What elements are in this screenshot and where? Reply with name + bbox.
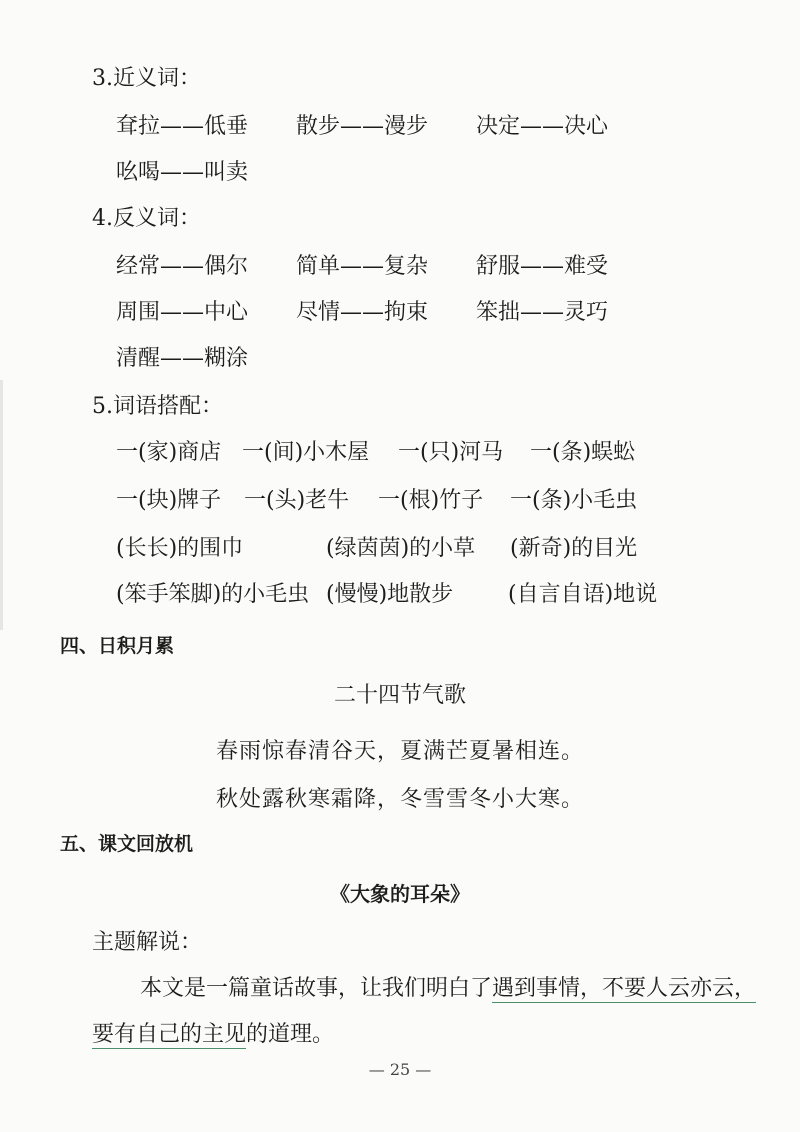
theme-paragraph-line2	[92, 1020, 334, 1050]
key-point-underline: 要有自己的主见	[92, 1022, 247, 1047]
antonym-pair: 周围——中心	[116, 300, 249, 325]
collocation-item: 一(块)牌子	[116, 488, 222, 513]
poem-line: 秋处露秋寒霜降，冬雪雪冬小大寒。	[215, 787, 584, 812]
antonym-pair: 笨拙——灵巧	[476, 300, 609, 325]
page-number: — 25 —	[368, 1060, 432, 1079]
collocations-heading: 5.词语搭配：	[92, 394, 223, 419]
collocation-item: (自言自语)地说	[508, 582, 658, 607]
antonym-pair: 经常——偶尔	[116, 254, 249, 279]
collocation-item: 一(只)河马	[398, 440, 504, 465]
collocation-item: 一(根)竹子	[378, 488, 484, 513]
theme-paragraph-line1	[140, 974, 756, 1004]
antonym-pair: 尽情——拘束	[296, 300, 429, 325]
collocation-item: 一(头)老牛	[244, 488, 350, 513]
synonym-pair: 吆喝——叫卖	[116, 160, 249, 185]
lesson-title: 《大象的耳朵》	[330, 882, 470, 906]
theme-text: 的道理。	[246, 1022, 335, 1047]
theme-label: 主题解说：	[92, 930, 203, 955]
collocation-item: (新奇)的目光	[510, 536, 638, 561]
section-heading: 五、课文回放机	[60, 833, 194, 855]
synonyms-heading: 3.近义词：	[92, 66, 201, 91]
collocation-item: (绿茵茵)的小草	[326, 536, 476, 561]
collocation-item: (笨手笨脚)的小毛虫	[116, 582, 310, 607]
collocation-item: 一(条)小毛虫	[510, 488, 638, 513]
scan-edge	[0, 380, 3, 630]
collocation-item: 一(家)商店	[116, 440, 222, 465]
collocation-item: (慢慢)地散步	[326, 582, 454, 607]
synonym-pair: 耷拉——低垂	[116, 114, 249, 139]
synonym-pair: 散步——漫步	[296, 114, 429, 139]
antonym-pair: 清醒——糊涂	[116, 346, 249, 371]
theme-text: 本文是一篇童话故事，让我们明白了	[140, 976, 493, 1001]
synonym-pair: 决定——决心	[476, 114, 609, 139]
antonyms-heading: 4.反义词：	[92, 206, 201, 231]
collocation-item: 一(间)小木屋	[242, 440, 370, 465]
key-point-underline: 遇到事情，不要人云亦云，	[492, 976, 757, 1001]
collocation-item: (长长)的围巾	[116, 536, 244, 561]
section-heading: 四、日积月累	[60, 635, 175, 657]
antonym-pair: 简单——复杂	[296, 254, 429, 279]
poem-title: 二十四节气歌	[333, 683, 466, 708]
poem-line: 春雨惊春清谷天，夏满芒夏暑相连。	[215, 739, 584, 764]
antonym-pair: 舒服——难受	[476, 254, 609, 279]
collocation-item: 一(条)蜈蚣	[530, 440, 636, 465]
